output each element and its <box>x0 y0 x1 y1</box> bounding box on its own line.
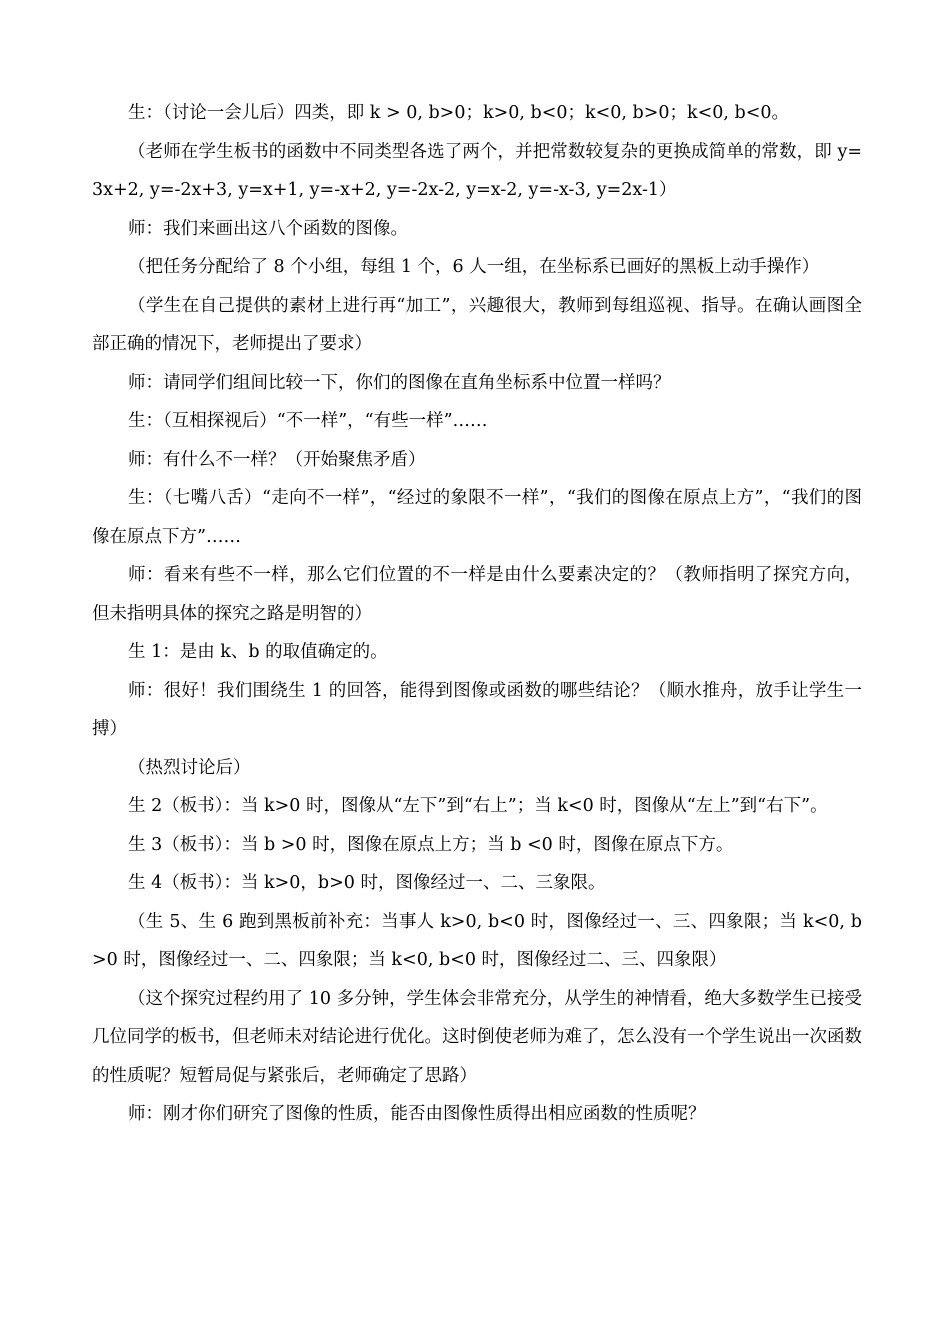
document-body <box>92 94 862 1134</box>
paragraph: 师：看来有些不一样，那么它们位置的不一样是由什么要素决定的？（教师指明了探究方向，但未指明具体的探究之路是明智的） <box>92 565 862 624</box>
paragraph: 师：请同学们组间比较一下，你们的图像在直角坐标系中位置一样吗？ <box>128 372 671 393</box>
paragraph: 生 4（板书）：当 k>0，b>0 时，图像经过一、二、三象限。 <box>128 873 606 893</box>
paragraph: 生 2（板书）：当 k>0 时，图像从“左下”到“右上”；当 k<0 时，图像从“左上”到“右下”。 <box>128 796 828 816</box>
paragraph: （这个探究过程约用了 10 多分钟，学生体会非常充分，从学生的神情看，绝大多数学生已接受几位同学的板书，但老师未对结论进行优化。这时倒使老师为难了，怎么没有一个学生说出一次函数的性质呢？短暂局促与紧张后，老师确定了思路） <box>92 988 862 1086</box>
paragraph: （学生在自己提供的素材上进行再“加工”，兴趣很大，教师到每组巡视、指导。在确认画图全部正确的情况下，老师提出了要求） <box>92 295 862 354</box>
paragraph: 生：（讨论一会儿后）四类，即 k > 0, b>0；k>0, b<0；k<0, b>0；k<0, b<0。 <box>128 103 790 123</box>
paragraph: 生 1：是由 k、b 的取值确定的。 <box>128 642 388 662</box>
paragraph: （老师在学生板书的函数中不同类型各选了两个，并把常数较复杂的更换成简单的常数，即 y=3x+2, y=-2x+3, y=x+1, y=-x+2, y=-2x-2, y=x-2, y=-x-3, y=2x-1） <box>92 141 862 200</box>
paragraph: （生 5、生 6 跑到黑板前补充：当事人 k>0, b<0 时，图像经过一、三、四象限；当 k<0, b>0 时，图像经过一、二、四象限；当 k<0, b<0 时，图像经过二、三、四象限） <box>92 911 862 970</box>
paragraph: 师：我们来画出这八个函数的图像。 <box>128 218 408 239</box>
paragraph: 师：有什么不一样？（开始聚焦矛盾） <box>128 449 426 470</box>
paragraph: （热烈讨论后） <box>128 757 251 778</box>
paragraph: 生：（七嘴八舌）“走向不一样”，“经过的象限不一样”，“我们的图像在原点上方”，“我们的图像在原点下方”…… <box>92 488 862 547</box>
paragraph: （把任务分配给了 8 个小组，每组 1 个，6 人一组，在坐标系已画好的黑板上动手操作） <box>128 257 820 277</box>
paragraph: 生 3（板书）：当 b >0 时，图像在原点上方；当 b <0 时，图像在原点下方。 <box>128 834 734 855</box>
paragraph: 师：刚才你们研究了图像的性质，能否由图像性质得出相应函数的性质呢？ <box>128 1104 706 1124</box>
paragraph: 生：（互相探视后）“不一样”，“有些一样”…… <box>128 411 488 431</box>
paragraph: 师：很好！我们围绕生 1 的回答，能得到图像或函数的哪些结论？（顺水推舟，放手让学生一搏） <box>92 680 862 739</box>
